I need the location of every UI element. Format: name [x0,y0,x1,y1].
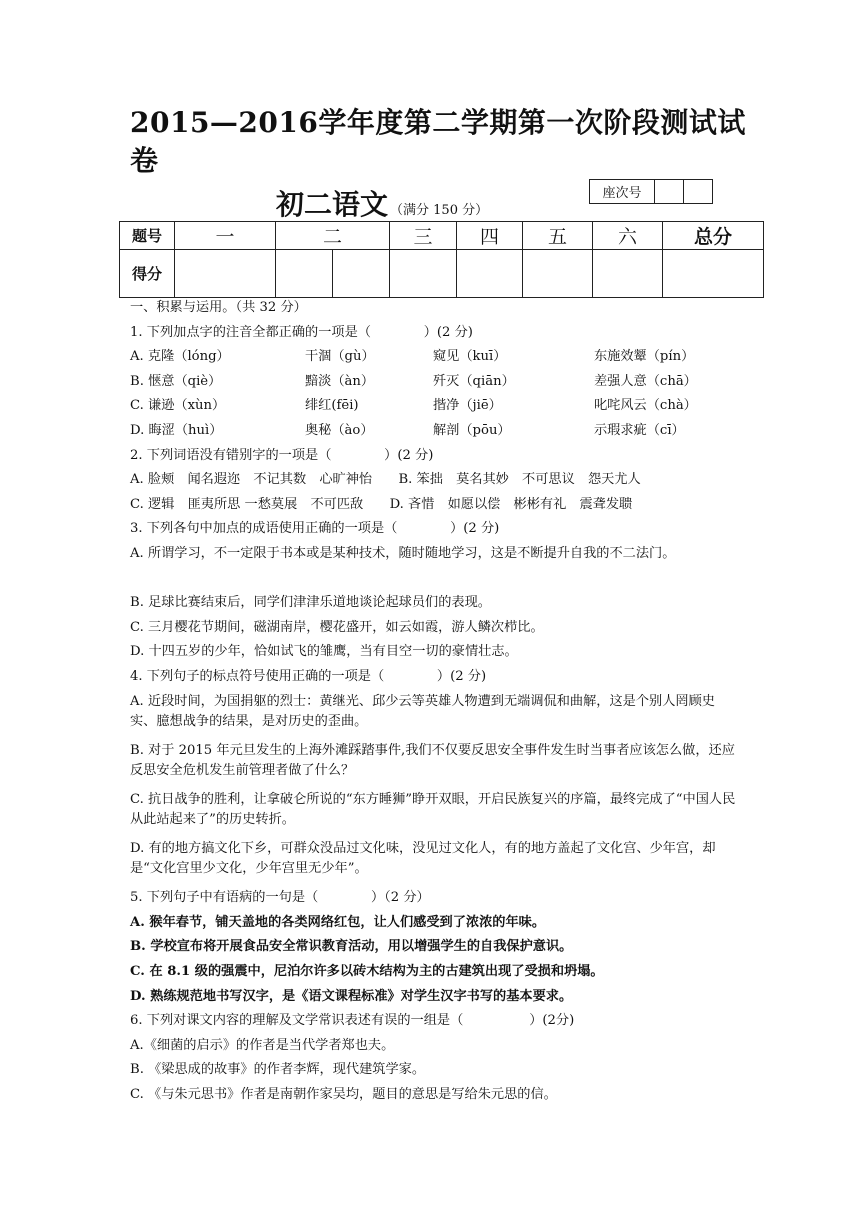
seat-number-cell [683,180,712,203]
question-body [130,298,740,1110]
q4-option-b: B. 对于 2015 年元旦发生的上海外滩踩踏事件,我们不仅要反思安全事件发生时当事者应该怎么做，还应反思安全危机发生前管理者做了什么？ [130,742,735,778]
full-score-note: （满分 150 分） [390,203,489,218]
q5-stem: 5. 下列句子中有语病的一句是（ ）（2 分） [130,890,430,906]
score-cell [523,250,593,298]
q6-option-c: C. 《与朱元思书》作者是南朝作家吴均，题目的意思是写给朱元思的信。 [130,1087,557,1102]
exam-title: 2015—2016学年度第二学期第一次阶段测试试卷 [130,106,746,177]
score-cell [333,250,390,298]
seat-number-cell [654,180,683,203]
q3-option-d: D. 十四五岁的少年，恰如试飞的雏鹰，当有目空一切的豪情壮志。 [130,644,518,660]
seat-number-box [589,179,713,204]
score-table-header-row [120,222,764,250]
q6-option-a: A.《细菌的启示》的作者是当代学者郑也夫。 [130,1037,395,1053]
subject-heading [276,183,488,223]
q1-item: B. 惬意（qiè） [130,373,222,389]
q5-option-c: C. 在 8.1 级的强震中，尼泊尔许多以砖木结构为主的古建筑出现了受损和坍塌。 [130,964,604,980]
q1-item: 解剖（pōu） [433,422,511,438]
score-cell [593,250,663,298]
q1-item: 干涸（gù） [305,349,375,365]
column-3: 三 [390,222,457,250]
q1-item: 差强人意（chā） [594,373,697,389]
section-heading: 一、积累与运用。（共 32 分） [130,300,307,315]
q1-option-row [130,421,740,446]
q3-option-c: C. 三月樱花节期间，磁湖南岸，樱花盛开，如云如霞，游人鳞次栉比。 [130,619,544,635]
q1-stem: 1. 下列加点字的注音全都正确的一项是（ ）(2 分) [130,324,473,340]
q1-item: 黯淡（àn） [305,373,375,389]
column-1: 一 [175,222,276,250]
q2-options-cd: C. 逻辑 匪夷所思 一愁莫展 不可匹敌 D. 吝惜 如愿以偿 彬彬有礼 震聋发聩 [130,496,633,512]
score-cell [663,250,764,298]
score-table [119,221,764,298]
q4-option-d: D. 有的地方搞文化下乡，可群众没品过文化味，没见过文化人，有的地方盖起了文化宫、少年宫，却是“文化宫里少文化，少年宫里无少年”。 [130,841,716,877]
q1-item: 揩净（jiē） [433,398,502,414]
score-table-score-row [120,250,764,298]
q1-option-row [130,347,740,372]
q3-stem: 3. 下列各句中加点的成语使用正确的一项是（ ）(2 分) [130,521,500,537]
q1-item: 绯红(fēi) [305,398,359,414]
column-4: 四 [457,222,523,250]
q6-stem: 6. 下列对课文内容的理解及文学常识表述有误的一组是（ ）(2分) [130,1013,575,1029]
q1-item: C. 谦逊（xùn） [130,398,226,414]
q5-option-d: D. 熟练规范地书写汉字，是《语文课程标准》对学生汉字书写的基本要求。 [130,988,573,1004]
q2-stem: 2. 下列词语没有错别字的一项是（ ）(2 分) [130,447,434,463]
q5-option-b: B. 学校宣布将开展食品安全常识教育活动，用以增强学生的自我保护意识。 [130,939,573,955]
q6-option-b: B. 《梁思成的故事》的作者李辉，现代建筑学家。 [130,1062,426,1078]
q1-item: 奥秘（ào） [305,422,374,438]
score-cell [390,250,457,298]
score-cell [175,250,276,298]
q1-item: 东施效颦（pín） [594,349,695,365]
subject-name: 初二语文 [276,188,389,221]
q1-item: 窥见（kuī） [433,349,507,365]
q3-option-b: B. 足球比赛结束后，同学们津津乐道地谈论起球员们的表现。 [130,595,491,611]
q4-option-a: A. 近段时间，为国捐躯的烈士：黄继光、邱少云等英雄人物遭到无端调侃和曲解，这是个别人罔顾史实、臆想战争的结果，是对历史的歪曲。 [130,693,715,729]
question-number-label: 题号 [120,222,175,250]
q4-stem: 4. 下列句子的标点符号使用正确的一项是（ ）(2 分) [130,668,487,684]
q1-item: 叱咤风云（chà） [594,398,697,414]
column-2: 二 [276,222,390,250]
q2-options-ab: A. 脸颊 闻名遐迩 不记其数 心旷神怡 B. 笨拙 莫名其妙 不可思议 怨天尤人 [130,472,641,488]
q4-option-c: C. 抗日战争的胜利，让拿破仑所说的“东方睡狮”睁开双眼，开启民族复兴的序篇，最终完成了“中国人民从此站起来了”的历史转折。 [130,791,736,827]
score-label: 得分 [120,250,175,298]
score-cell [276,250,333,298]
q1-item: 歼灭（qiān） [433,373,515,389]
q1-option-row [130,372,740,397]
total-label: 总分 [663,222,764,250]
column-6: 六 [593,222,663,250]
q1-item: 示瑕求疵（cī） [594,422,685,438]
q5-option-a: A. 猴年春节，铺天盖地的各类网络红包，让人们感受到了浓浓的年味。 [130,914,546,930]
q1-item: D. 晦涩（huì） [130,422,223,438]
seat-number-label: 座次号 [602,186,642,201]
score-cell [457,250,523,298]
q3-option-a: A. 所谓学习，不一定限于书本或是某种技术，随时随地学习，这是不断提升自我的不二法门。 [130,545,676,561]
q1-item: A. 克隆（lóng） [130,349,230,365]
column-5: 五 [523,222,593,250]
q1-option-row [130,396,740,421]
